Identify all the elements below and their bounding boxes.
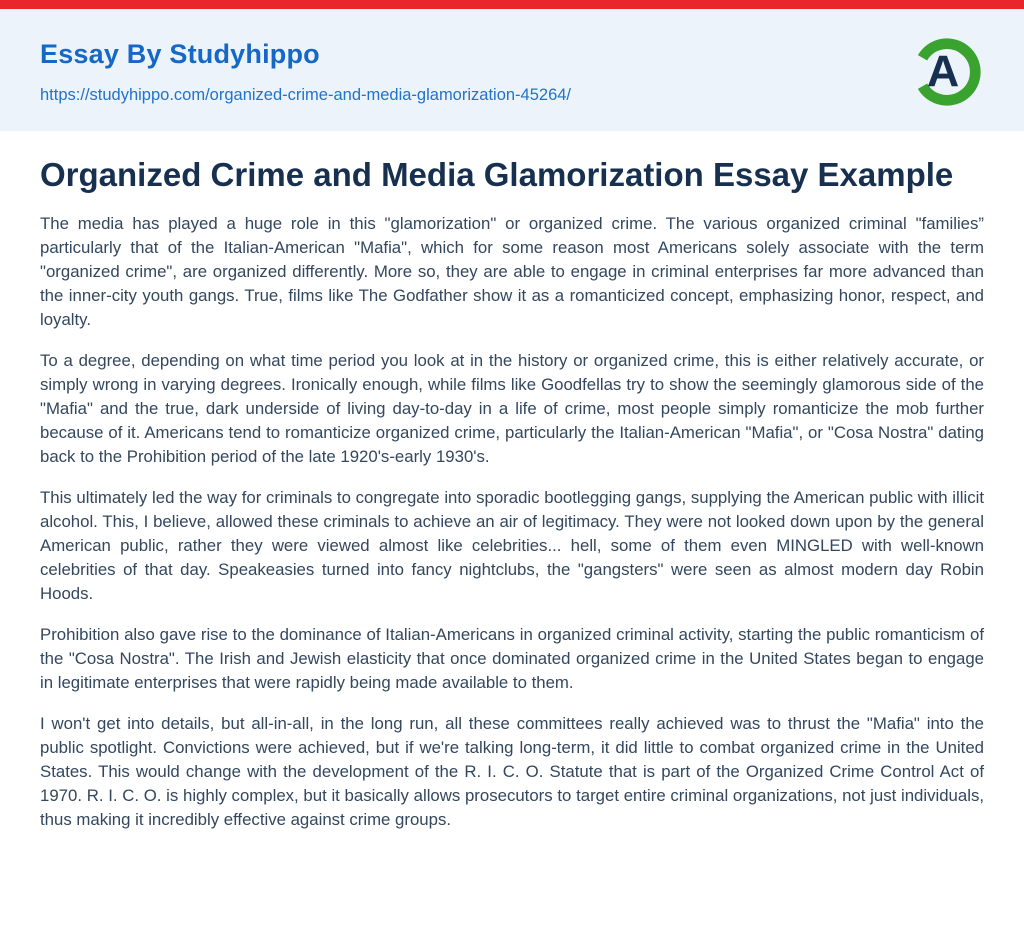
page-header xyxy=(0,9,1024,131)
essay-body xyxy=(40,212,984,832)
logo-letter: A xyxy=(926,45,960,97)
studyhippo-logo xyxy=(908,33,986,111)
top-accent-bar xyxy=(0,0,1024,9)
site-title: Essay By Studyhippo xyxy=(40,39,320,69)
essay-article xyxy=(0,131,1024,832)
studyhippo-logo-icon xyxy=(908,33,986,111)
essay-url-link[interactable]: https://studyhippo.com/organized-crime-and-media-glamorization-45264/ xyxy=(40,86,572,104)
essay-title: Organized Crime and Media Glamorization Essay Example xyxy=(40,156,954,193)
essay-paragraph: The media has played a huge role in this "glamorization" or organized crime. The various organized criminal "families” particularly that of the Italian-American "Mafia", which for some reason most Americans solely associate with the term "organized crime", are organized differently. More so, they are able to engage in criminal enterprises far more advanced than the inner-city youth gangs. True, films like The Godfather show it as a romanticized concept, emphasizing honor, respect, and loyalty. xyxy=(40,214,984,329)
essay-paragraph: To a degree, depending on what time period you look at in the history or organized crime, this is either relatively accurate, or simply wrong in varying degrees. Ironically enough, while films like Goodfellas try to show the seemingly glamorous side of the "Mafia" and the true, dark underside of living day-to-day in a life of crime, most people simply romanticize the mob further because of it. Americans tend to romanticize organized crime, particularly the Italian-American "Mafia", or "Cosa Nostra" dating back to the Prohibition period of the late 1920's-early 1930's. xyxy=(40,351,984,466)
essay-paragraph: I won't get into details, but all-in-all, in the long run, all these committees really achieved was to thrust the "Mafia" into the public spotlight. Convictions were achieved, but if we're talking long-term, it did little to combat organized crime in the United States. This would change with the development of the R. I. C. O. Statute that is part of the Organized Crime Control Act of 1970. R. I. C. O. is highly complex, but it basically allows prosecutors to target entire criminal organizations, not just individuals, thus making it incredibly effective against crime groups. xyxy=(40,714,984,829)
essay-paragraph: Prohibition also gave rise to the dominance of Italian-Americans in organized criminal activity, starting the public romanticism of the "Cosa Nostra". The Irish and Jewish elasticity that once dominated organized crime in the United States began to engage in legitimate enterprises that were rapidly being made available to them. xyxy=(40,625,984,692)
essay-paragraph: This ultimately led the way for criminals to congregate into sporadic bootlegging gangs, supplying the American public with illicit alcohol. This, I believe, allowed these criminals to achieve an air of legitimacy. They were not looked down upon by the general American public, rather they were viewed almost like celebrities... hell, some of them even MINGLED with well-known celebrities of that day. Speakeasies turned into fancy nightclubs, the "gangsters" were seen as almost modern day Robin Hoods. xyxy=(40,488,984,603)
